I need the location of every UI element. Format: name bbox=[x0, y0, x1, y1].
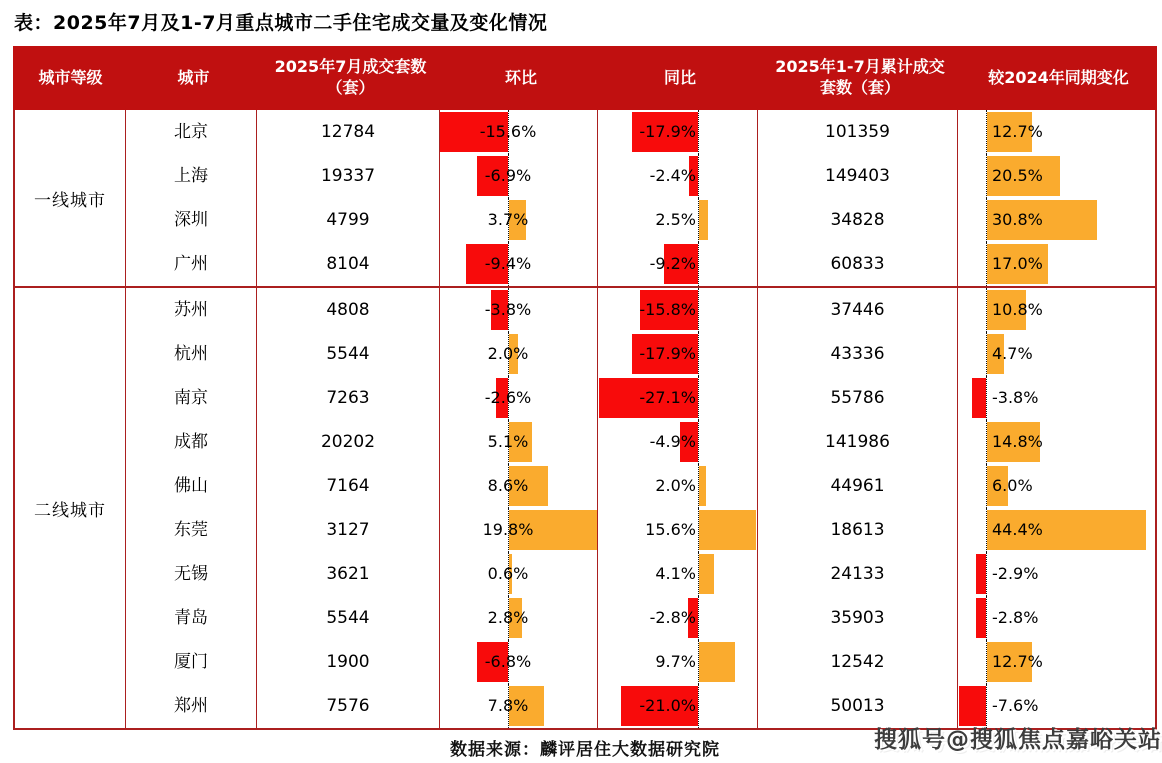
mom-bar-cell bbox=[440, 332, 598, 376]
table-row bbox=[126, 242, 1155, 286]
pct-value-label: 6.0% bbox=[992, 476, 1033, 495]
yoy-bar-cell bbox=[598, 376, 758, 420]
mom-bar-cell bbox=[440, 376, 598, 420]
header-mom: 环比 bbox=[504, 67, 537, 87]
zero-baseline bbox=[986, 242, 987, 286]
positive-bar bbox=[699, 554, 714, 594]
pct-value-label: -4.9% bbox=[649, 432, 696, 451]
city-cell: 上海 bbox=[126, 154, 257, 198]
header-jul-volume: 2025年7月成交套数（套） bbox=[274, 57, 427, 97]
yoy-bar-cell bbox=[598, 684, 758, 728]
cum-volume-cell: 149403 bbox=[758, 154, 958, 198]
mom-bar-cell bbox=[440, 154, 598, 198]
pct-value-label: 5.1% bbox=[487, 432, 529, 451]
pct-value-label: 30.8% bbox=[992, 210, 1043, 229]
cum-change-bar-cell bbox=[958, 110, 1155, 154]
city-cell: 北京 bbox=[126, 110, 257, 154]
yoy-bar-cell bbox=[598, 552, 758, 596]
header-yoy: 同比 bbox=[663, 67, 696, 87]
cum-change-bar-cell bbox=[958, 508, 1155, 552]
pct-value-label: -7.6% bbox=[992, 696, 1039, 715]
jul-volume-cell: 3621 bbox=[257, 552, 440, 596]
header-cum-change: 较2024年同期变化 bbox=[988, 67, 1129, 87]
tier-rows bbox=[126, 288, 1155, 728]
pct-value-label: 17.0% bbox=[992, 254, 1043, 273]
city-cell: 厦门 bbox=[126, 640, 257, 684]
city-cell: 广州 bbox=[126, 242, 257, 286]
pct-value-label: -15.8% bbox=[639, 300, 696, 319]
pct-value-label: -2.9% bbox=[992, 564, 1039, 583]
pct-value-label: 4.1% bbox=[655, 564, 696, 583]
yoy-bar-cell bbox=[598, 508, 758, 552]
yoy-bar-cell bbox=[598, 640, 758, 684]
yoy-bar-cell bbox=[598, 596, 758, 640]
zero-baseline bbox=[698, 332, 699, 376]
cum-change-bar-cell bbox=[958, 242, 1155, 286]
table-row bbox=[126, 154, 1155, 198]
cum-volume-cell: 141986 bbox=[758, 420, 958, 464]
header-city-tier: 城市等级 bbox=[38, 67, 103, 87]
city-cell: 南京 bbox=[126, 376, 257, 420]
tier-label: 二线城市 bbox=[15, 288, 126, 728]
yoy-bar-cell bbox=[598, 154, 758, 198]
table-row bbox=[126, 420, 1155, 464]
city-cell: 青岛 bbox=[126, 596, 257, 640]
pct-value-label: -27.1% bbox=[639, 388, 696, 407]
negative-bar bbox=[976, 598, 986, 638]
cum-change-bar-cell bbox=[958, 596, 1155, 640]
city-cell: 东莞 bbox=[126, 508, 257, 552]
zero-baseline bbox=[986, 288, 987, 332]
table-row bbox=[126, 288, 1155, 332]
cum-volume-cell: 101359 bbox=[758, 110, 958, 154]
mom-bar-cell bbox=[440, 552, 598, 596]
table-row bbox=[126, 684, 1155, 728]
city-cell: 杭州 bbox=[126, 332, 257, 376]
table-row bbox=[126, 596, 1155, 640]
tier-section bbox=[15, 110, 1155, 286]
pct-value-label: 3.7% bbox=[487, 210, 529, 229]
pct-value-label: 2.0% bbox=[487, 344, 529, 363]
jul-volume-cell: 5544 bbox=[257, 332, 440, 376]
pct-value-label: 0.6% bbox=[487, 564, 529, 583]
city-cell: 无锡 bbox=[126, 552, 257, 596]
negative-bar bbox=[972, 378, 986, 418]
pct-value-label: -2.8% bbox=[649, 608, 696, 627]
pct-value-label: 2.5% bbox=[655, 210, 696, 229]
cum-volume-cell: 18613 bbox=[758, 508, 958, 552]
data-source-note: 数据来源：麟评居住大数据研究院 bbox=[450, 740, 720, 760]
yoy-bar-cell bbox=[598, 198, 758, 242]
mom-bar-cell bbox=[440, 596, 598, 640]
city-cell: 成都 bbox=[126, 420, 257, 464]
zero-baseline bbox=[986, 552, 987, 596]
mom-bar-cell bbox=[440, 684, 598, 728]
zero-baseline bbox=[698, 154, 699, 198]
tier-section bbox=[15, 286, 1155, 728]
zero-baseline bbox=[698, 552, 699, 596]
yoy-bar-cell bbox=[598, 420, 758, 464]
zero-baseline bbox=[986, 640, 987, 684]
cum-change-bar-cell bbox=[958, 552, 1155, 596]
city-cell: 苏州 bbox=[126, 288, 257, 332]
zero-baseline bbox=[698, 640, 699, 684]
yoy-bar-cell bbox=[598, 332, 758, 376]
positive-bar bbox=[699, 642, 735, 682]
zero-baseline bbox=[986, 154, 987, 198]
table-header-row bbox=[13, 46, 1157, 110]
positive-bar bbox=[699, 510, 756, 550]
mom-bar-cell bbox=[440, 464, 598, 508]
pct-value-label: 4.7% bbox=[992, 344, 1033, 363]
pct-value-label: -2.4% bbox=[649, 166, 696, 185]
pct-value-label: 9.7% bbox=[655, 652, 696, 671]
negative-bar bbox=[976, 554, 986, 594]
pct-value-label: -2.8% bbox=[992, 608, 1039, 627]
zero-baseline bbox=[986, 376, 987, 420]
jul-volume-cell: 12784 bbox=[257, 110, 440, 154]
zero-baseline bbox=[986, 420, 987, 464]
positive-bar bbox=[699, 200, 708, 240]
mom-bar-cell bbox=[440, 242, 598, 286]
cum-volume-cell: 24133 bbox=[758, 552, 958, 596]
city-cell: 郑州 bbox=[126, 684, 257, 728]
pct-value-label: 7.8% bbox=[487, 696, 529, 715]
cum-change-bar-cell bbox=[958, 332, 1155, 376]
zero-baseline bbox=[986, 684, 987, 728]
cum-change-bar-cell bbox=[958, 376, 1155, 420]
table-row bbox=[126, 640, 1155, 684]
jul-volume-cell: 19337 bbox=[257, 154, 440, 198]
cum-volume-cell: 35903 bbox=[758, 596, 958, 640]
pct-value-label: 8.6% bbox=[487, 476, 529, 495]
mom-bar-cell bbox=[440, 198, 598, 242]
cum-change-bar-cell bbox=[958, 198, 1155, 242]
housing-table bbox=[13, 46, 1157, 730]
pct-value-label: -3.8% bbox=[992, 388, 1039, 407]
figure-title: 表：2025年7月及1-7月重点城市二手住宅成交量及变化情况 bbox=[14, 12, 548, 34]
zero-baseline bbox=[698, 420, 699, 464]
cum-volume-cell: 50013 bbox=[758, 684, 958, 728]
zero-baseline bbox=[698, 242, 699, 286]
cum-change-bar-cell bbox=[958, 154, 1155, 198]
cum-volume-cell: 34828 bbox=[758, 198, 958, 242]
cum-volume-cell: 37446 bbox=[758, 288, 958, 332]
cum-volume-cell: 44961 bbox=[758, 464, 958, 508]
tier-label: 一线城市 bbox=[15, 110, 126, 286]
table-row bbox=[126, 552, 1155, 596]
cum-change-bar-cell bbox=[958, 420, 1155, 464]
jul-volume-cell: 5544 bbox=[257, 596, 440, 640]
pct-value-label: -21.0% bbox=[639, 696, 696, 715]
pct-value-label: -15.6% bbox=[479, 122, 537, 141]
zero-baseline bbox=[698, 376, 699, 420]
jul-volume-cell: 7263 bbox=[257, 376, 440, 420]
pct-value-label: -17.9% bbox=[639, 344, 696, 363]
yoy-bar-cell bbox=[598, 464, 758, 508]
pct-value-label: -6.9% bbox=[484, 166, 532, 185]
mom-bar-cell bbox=[440, 110, 598, 154]
zero-baseline bbox=[698, 464, 699, 508]
pct-value-label: -9.4% bbox=[484, 254, 532, 273]
mom-bar-cell bbox=[440, 288, 598, 332]
cum-change-bar-cell bbox=[958, 640, 1155, 684]
zero-baseline bbox=[698, 110, 699, 154]
jul-volume-cell: 7164 bbox=[257, 464, 440, 508]
zero-baseline bbox=[698, 684, 699, 728]
header-city: 城市 bbox=[177, 67, 210, 87]
pct-value-label: 44.4% bbox=[992, 520, 1043, 539]
zero-baseline bbox=[986, 332, 987, 376]
zero-baseline bbox=[698, 288, 699, 332]
mom-bar-cell bbox=[440, 420, 598, 464]
cum-change-bar-cell bbox=[958, 288, 1155, 332]
cum-change-bar-cell bbox=[958, 464, 1155, 508]
pct-value-label: 10.8% bbox=[992, 300, 1043, 319]
zero-baseline bbox=[698, 508, 699, 552]
pct-value-label: 12.7% bbox=[992, 122, 1043, 141]
pct-value-label: 15.6% bbox=[645, 520, 696, 539]
jul-volume-cell: 3127 bbox=[257, 508, 440, 552]
cum-volume-cell: 55786 bbox=[758, 376, 958, 420]
zero-baseline bbox=[986, 198, 987, 242]
jul-volume-cell: 20202 bbox=[257, 420, 440, 464]
zero-baseline bbox=[986, 110, 987, 154]
jul-volume-cell: 7576 bbox=[257, 684, 440, 728]
cum-volume-cell: 60833 bbox=[758, 242, 958, 286]
negative-bar bbox=[959, 686, 986, 726]
jul-volume-cell: 1900 bbox=[257, 640, 440, 684]
zero-baseline bbox=[698, 596, 699, 640]
pct-value-label: 2.8% bbox=[487, 608, 529, 627]
city-cell: 深圳 bbox=[126, 198, 257, 242]
pct-value-label: -3.8% bbox=[484, 300, 532, 319]
header-cum-volume: 2025年1-7月累计成交套数（套） bbox=[775, 57, 945, 97]
yoy-bar-cell bbox=[598, 110, 758, 154]
pct-value-label: 2.0% bbox=[655, 476, 696, 495]
table-row bbox=[126, 198, 1155, 242]
table-row bbox=[126, 110, 1155, 154]
pct-value-label: 14.8% bbox=[992, 432, 1043, 451]
zero-baseline bbox=[986, 596, 987, 640]
zero-baseline bbox=[986, 464, 987, 508]
table-row bbox=[126, 332, 1155, 376]
pct-value-label: 12.7% bbox=[992, 652, 1043, 671]
zero-baseline bbox=[986, 508, 987, 552]
yoy-bar-cell bbox=[598, 242, 758, 286]
table-row bbox=[126, 376, 1155, 420]
table-body bbox=[13, 110, 1157, 730]
pct-value-label: -2.6% bbox=[484, 388, 532, 407]
tier-rows bbox=[126, 110, 1155, 286]
pct-value-label: 20.5% bbox=[992, 166, 1043, 185]
jul-volume-cell: 4808 bbox=[257, 288, 440, 332]
pct-value-label: -9.2% bbox=[649, 254, 696, 273]
pct-value-label: -6.8% bbox=[484, 652, 532, 671]
pct-value-label: 19.8% bbox=[482, 520, 534, 539]
pct-value-label: -17.9% bbox=[639, 122, 696, 141]
table-row bbox=[126, 464, 1155, 508]
mom-bar-cell bbox=[440, 508, 598, 552]
cum-volume-cell: 43336 bbox=[758, 332, 958, 376]
watermark-text: 搜狐号@搜狐焦点嘉峪关站 bbox=[874, 727, 1162, 753]
city-cell: 佛山 bbox=[126, 464, 257, 508]
jul-volume-cell: 4799 bbox=[257, 198, 440, 242]
cum-volume-cell: 12542 bbox=[758, 640, 958, 684]
table-row bbox=[126, 508, 1155, 552]
mom-bar-cell bbox=[440, 640, 598, 684]
yoy-bar-cell bbox=[598, 288, 758, 332]
zero-baseline bbox=[698, 198, 699, 242]
positive-bar bbox=[699, 466, 706, 506]
jul-volume-cell: 8104 bbox=[257, 242, 440, 286]
